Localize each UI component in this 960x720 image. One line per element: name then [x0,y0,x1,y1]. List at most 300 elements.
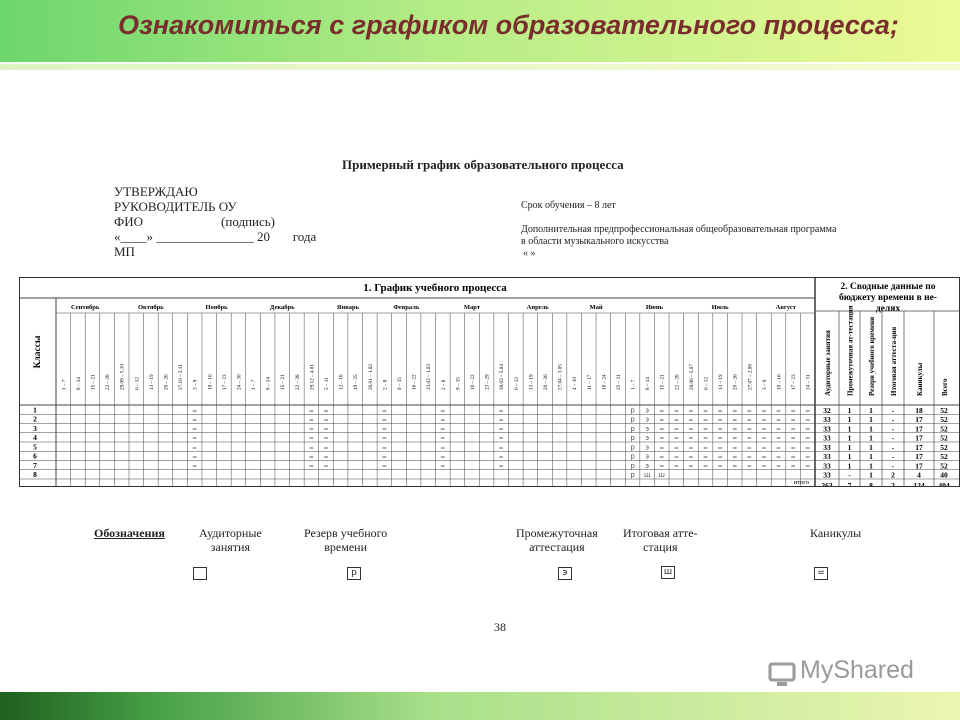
schedule-mark: = [761,453,767,461]
schedule-mark: = [659,416,665,424]
summary-cell: - [891,405,895,415]
week-label: 17 – 23 [221,374,228,390]
schedule-mark: = [775,407,782,415]
schedule-mark: р [630,406,635,415]
schedule-mark: = [688,435,694,442]
summary-cell: 1 [847,433,852,443]
month-label: Ноябрь [205,304,228,311]
class-number: 1 [33,405,37,415]
legend-label-holidays: Каникулы [810,526,862,540]
schedule-mark: р [630,443,635,452]
legend-symbol-reserve: р [347,567,361,580]
summary-cell: 17 [915,415,923,424]
week-label: 27.10 – 2.11 [178,364,185,390]
week-label: 8 – 14 [265,377,272,390]
schedule-mark: = [323,407,329,415]
schedule-mark: = [659,453,665,461]
schedule-mark: = [381,444,387,452]
summary-cell: 18 [915,405,923,415]
schedule-mark: = [192,407,198,415]
legend-label-reserve: Резерв учебного времени [304,526,388,554]
week-label: 16 – 22 [469,374,476,390]
schedule-mark: = [381,435,387,442]
schedule-mark: = [659,462,665,470]
schedule-mark: = [703,407,709,415]
schedule-mark: = [746,407,752,415]
week-label: 20 – 26 [542,374,549,390]
total-cell: 2 [891,481,895,488]
schedule-mark: = [498,462,504,470]
schedule-mark: = [775,453,782,461]
summary-cell: - [891,442,895,452]
schedule-mark: = [308,425,314,433]
summary-cell: 4 [917,470,921,480]
schedule-mark: = [673,435,679,442]
schedule-mark: э [645,461,650,470]
schedule-mark: = [688,407,694,415]
schedule-mark: = [732,435,738,442]
summary-cell: 1 [847,461,852,471]
schedule-mark: = [498,425,504,433]
summary-cell: - [891,415,895,424]
schedule-mark: = [746,416,752,424]
schedule-mark: = [498,435,504,442]
summary-header: Итоговая аттеста-ция [890,326,898,396]
week-label: 2 – 8 [440,379,447,390]
summary-cell: 1 [847,442,852,452]
week-label: 3 – 9 [192,379,199,390]
summary-cell: 52 [940,415,948,424]
schedule-mark: = [746,444,752,452]
summary-cell: 1 [847,424,852,434]
week-label: 30.03 – 5.04 [499,364,506,390]
month-label: Июнь [645,304,664,311]
week-label: 29.09 – 5.10 [119,364,126,390]
summary-cell: 52 [940,461,948,471]
summary-cell: 33 [823,461,831,471]
schedule-mark: = [805,462,811,470]
week-label: 10 – 16 [207,374,214,390]
summary-header: Промежуточная ат-тестация [846,305,855,396]
schedule-mark: э [645,434,650,442]
schedule-mark: = [308,444,314,452]
schedule-mark: = [703,444,709,452]
schedule-mark: = [308,416,314,424]
schedule-mark: = [790,425,796,433]
summary-cell: 17 [915,452,923,461]
schedule-mark: = [717,425,723,433]
schedule-mark: = [673,416,679,424]
schedule-title: 1. График учебного процесса [363,282,507,294]
schedule-mark: = [761,416,767,424]
approval-line: «____» _______________ 20 года [114,229,317,244]
title-banner [0,0,960,62]
summary-cell: 17 [915,442,923,452]
program-info [521,200,836,260]
class-number: 6 [33,451,37,461]
classes-label: Классы [33,335,43,369]
schedule-mark: = [659,435,665,442]
schedule-mark: = [805,407,811,415]
class-number: 8 [33,470,37,479]
week-label: 24 – 31 [805,374,812,390]
schedule-mark: = [761,444,767,452]
summary-header: Каникулы [916,362,924,396]
schedule-mark: = [790,435,796,442]
schedule-mark: = [761,462,767,470]
schedule-mark: э [645,424,650,433]
week-label: 26.01 – 1.02 [367,364,374,390]
schedule-mark: = [308,407,314,415]
legend-heading: Обозначения [94,526,165,540]
schedule-mark: = [746,453,752,461]
total-cell: 263 [821,481,833,488]
week-label: 13 – 19 [528,374,535,390]
approval-line: МП [114,244,135,259]
schedule-mark: = [775,425,782,433]
week-label: 20 – 26 [732,374,739,390]
week-label: 8 – 14 [645,377,652,390]
schedule-mark: = [775,416,782,424]
summary-cell: - [848,470,851,480]
program-name: Дополнительная предпрофессиональная общеобразовательная программа [521,224,837,235]
summary-cell: 52 [940,405,948,415]
class-number: 5 [33,442,37,452]
week-label: 25 – 31 [615,374,622,390]
schedule-mark: р [630,452,635,461]
schedule-mark: = [498,407,504,415]
schedule-mark: = [659,425,665,433]
schedule-mark: = [717,435,723,442]
banner-underline [0,64,960,70]
schedule-mark: = [673,462,679,470]
schedule-mark: = [323,425,329,433]
schedule-mark: = [440,425,446,433]
schedule-mark: = [775,462,782,470]
schedule-mark: = [805,425,811,433]
week-label: 15 – 21 [280,374,287,390]
schedule-mark: = [703,425,709,433]
summary-cell: 52 [940,442,948,452]
schedule-mark: = [440,407,446,415]
week-label: 9 – 15 [397,377,404,390]
schedule-mark: = [703,435,709,442]
schedule-mark: = [790,416,796,424]
month-label: Декабрь [269,304,295,311]
schedule-mark: = [673,453,679,461]
legend-symbol-final: ш [661,566,675,579]
schedule-mark: = [192,444,198,452]
schedule-mark: р [630,461,635,470]
week-label: 29.12 – 4.01 [309,364,316,390]
week-label: 24 – 30 [236,374,243,390]
schedule-mark: = [761,425,767,433]
schedule-mark: = [381,425,387,433]
summary-header: Аудиторные занятия [824,330,832,396]
week-label: 29.06 – 5.07 [688,364,695,390]
week-label: 12 – 18 [338,374,345,390]
week-label: 17 – 23 [791,374,798,390]
schedule-mark: = [192,453,198,461]
schedule-mark: = [790,407,796,415]
week-label: 4 – 10 [572,377,579,390]
summary-cell: 52 [940,424,948,434]
schedule-mark: = [323,416,329,424]
week-label: 1 – 7 [61,379,68,390]
schedule-mark: = [790,444,796,452]
schedule-mark: = [381,407,387,415]
schedule-mark: э [645,406,650,415]
schedule-mark: = [498,416,504,424]
summary-header: Всего [941,378,949,396]
myshared-logo-icon [767,658,797,688]
schedule-mark: = [498,444,504,452]
week-label: 15 – 21 [659,374,666,390]
total-label: итого [793,479,809,486]
schedule-mark: р [630,434,635,442]
schedule-mark: = [703,416,709,424]
schedule-mark: э [645,443,650,452]
summary-cell: - [891,433,895,443]
summary-cell: - [891,424,895,434]
study-term: Срок обучения – 8 лет [521,200,616,211]
page-number: 38 [494,620,506,634]
week-label: 20 – 26 [163,374,170,390]
class-number: 7 [33,460,37,470]
schedule-mark: = [790,462,796,470]
legend-label-final: Итоговая атте- стация [623,526,698,554]
schedule-mark: = [688,425,694,433]
week-label: 11 – 17 [586,374,593,390]
week-label: 6 – 12 [703,377,710,390]
schedule-mark: = [732,462,738,470]
schedule-mark: = [746,435,752,442]
schedule-mark: = [323,435,329,442]
summary-cell: 1 [847,405,852,415]
week-label: 13 – 19 [148,374,155,390]
schedule-mark: = [673,407,679,415]
schedule-mark: = [323,444,329,452]
schedule-mark: = [703,462,709,470]
month-label: Март [463,304,481,311]
summary-cell: 33 [823,442,831,452]
summary-cell: 17 [915,461,923,471]
schedule-mark: = [717,416,723,424]
schedule-mark: э [645,452,650,461]
week-label: 16 – 22 [411,374,418,390]
summary-cell: 33 [823,470,831,480]
schedule-table [19,277,960,487]
legend-label-interim: Промежуточная аттестация [516,526,598,554]
schedule-mark: р [630,424,635,433]
bottom-bar [0,692,960,720]
schedule-mark: = [440,444,446,452]
schedule-mark: = [381,462,387,470]
summary-title-line: делях [875,304,901,314]
week-label: 1 – 7 [630,379,637,390]
week-label: 18 – 24 [601,374,608,390]
approval-block [114,184,316,259]
month-label: Май [589,304,603,311]
week-label: 10 – 16 [776,374,783,390]
schedule-mark: = [673,444,679,452]
schedule-mark: = [732,444,738,452]
summary-cell: 32 [823,405,831,415]
summary-cell: 17 [915,424,923,434]
schedule-mark: = [746,425,752,433]
schedule-mark: = [717,444,723,452]
schedule-mark: = [790,453,796,461]
schedule-mark: = [308,462,314,470]
schedule-grid [20,278,960,487]
schedule-mark: р [630,471,635,479]
schedule-mark: = [805,444,811,452]
schedule-mark: = [440,453,446,461]
month-label: Октябрь [138,304,164,311]
summary-cell: 52 [940,433,948,443]
summary-cell: 1 [869,405,873,415]
approval-line: ФИО (подпись) [114,214,276,229]
schedule-mark: = [192,416,198,424]
week-label: 13 – 19 [718,374,725,390]
schedule-mark: ш [643,471,651,479]
week-label: 23 – 29 [484,374,491,390]
total-cell: 124 [913,481,925,488]
schedule-mark: = [659,444,665,452]
summary-cell: 1 [869,461,873,471]
class-number: 2 [33,414,37,424]
document-title: Примерный график образовательного процесса [342,157,624,172]
week-label: 6 – 12 [513,377,520,390]
summary-cell: 33 [823,424,831,434]
schedule-mark: = [308,453,314,461]
schedule-mark: = [717,453,723,461]
summary-cell: 1 [869,415,873,424]
summary-header: Резерв учебного времени [868,316,876,396]
schedule-mark: = [440,435,446,442]
week-label: 3 – 9 [761,379,768,390]
class-number: 4 [33,433,37,442]
schedule-mark: э [645,415,650,424]
week-label: 1 – 7 [251,379,258,390]
summary-cell: 40 [940,470,948,480]
schedule-mark: = [732,416,738,424]
schedule-mark: = [192,462,198,470]
month-label: Июль [711,304,729,311]
schedule-mark: = [732,425,738,433]
schedule-mark: = [688,462,694,470]
schedule-mark: = [805,416,811,424]
summary-title-line: 2. Сводные данные по [840,282,936,292]
legend-symbol-interim: э [558,567,572,580]
summary-title-line: бюджету времени в не- [839,293,937,303]
program-quote: « » [523,248,536,259]
summary-cell: 33 [823,433,831,443]
month-label: Август [775,304,796,311]
schedule-mark: = [688,444,694,452]
total-cell: 7 [847,481,852,488]
total-cell: 404 [938,481,950,488]
schedule-mark: = [673,425,679,433]
week-label: 2 – 8 [382,379,389,390]
schedule-mark: = [805,453,811,461]
approval-line: РУКОВОДИТЕЛЬ ОУ [114,199,237,214]
schedule-mark: = [381,453,387,461]
schedule-mark: = [717,407,723,415]
summary-cell: 1 [847,415,852,424]
schedule-mark: = [688,416,694,424]
schedule-mark: = [732,407,738,415]
week-label: 22 – 28 [105,374,112,390]
schedule-mark: ш [658,471,665,479]
legend-symbol-holidays: = [814,567,828,580]
week-label: 8 – 14 [75,377,82,390]
schedule-mark: = [761,435,767,442]
schedule-mark: = [688,453,694,461]
month-label: Апрель [526,304,549,311]
schedule-mark: = [717,462,723,470]
week-label: 15 – 21 [90,374,97,390]
summary-cell: 33 [823,452,831,461]
summary-cell: - [891,452,895,461]
summary-cell: 33 [823,415,831,424]
week-label: 22 – 28 [294,374,301,390]
schedule-mark: = [659,407,665,415]
week-label: 22 – 28 [674,374,681,390]
summary-cell: 1 [847,452,852,461]
week-label: 6 – 12 [134,377,141,390]
month-label: Февраль [393,304,420,311]
summary-cell: 1 [869,433,873,443]
summary-cell: 1 [869,424,873,434]
summary-cell: 1 [869,452,873,461]
schedule-mark: = [323,453,329,461]
slide-title: Ознакомиться с графиком образовательного процесса; [118,10,899,40]
schedule-mark: = [308,435,314,442]
schedule-mark: = [440,416,446,424]
schedule-mark: = [775,435,782,442]
week-label: 23.02 – 1.03 [426,364,433,390]
week-label: 27.04 – 3.05 [557,364,564,390]
schedule-mark: = [498,453,504,461]
class-number: 3 [33,423,37,433]
total-cell: 8 [869,481,873,488]
schedule-mark: = [192,435,198,442]
summary-cell: 52 [940,452,948,461]
week-label: 9 – 15 [455,377,462,390]
month-label: Январь [336,304,360,311]
watermark-text: MyShared [800,656,914,684]
summary-cell: 1 [869,442,873,452]
summary-cell: 2 [891,470,895,480]
legend-label-auditory: Аудиторные занятия [199,526,262,554]
schedule-mark: = [192,425,198,433]
schedule-mark: р [630,415,635,424]
legend-symbol-auditory [193,567,207,580]
schedule-mark: = [761,407,767,415]
summary-cell: 1 [869,470,873,480]
summary-cell: 17 [915,433,923,443]
week-label: 19 – 25 [353,374,360,390]
schedule-mark: = [732,453,738,461]
schedule-mark: = [440,462,446,470]
approval-line: УТВЕРЖДАЮ [114,184,198,199]
week-label: 27.07 – 2.08 [747,364,754,390]
month-label: Сентябрь [71,304,100,311]
schedule-mark: = [703,453,709,461]
schedule-mark: = [775,444,782,452]
schedule-mark: = [323,462,329,470]
